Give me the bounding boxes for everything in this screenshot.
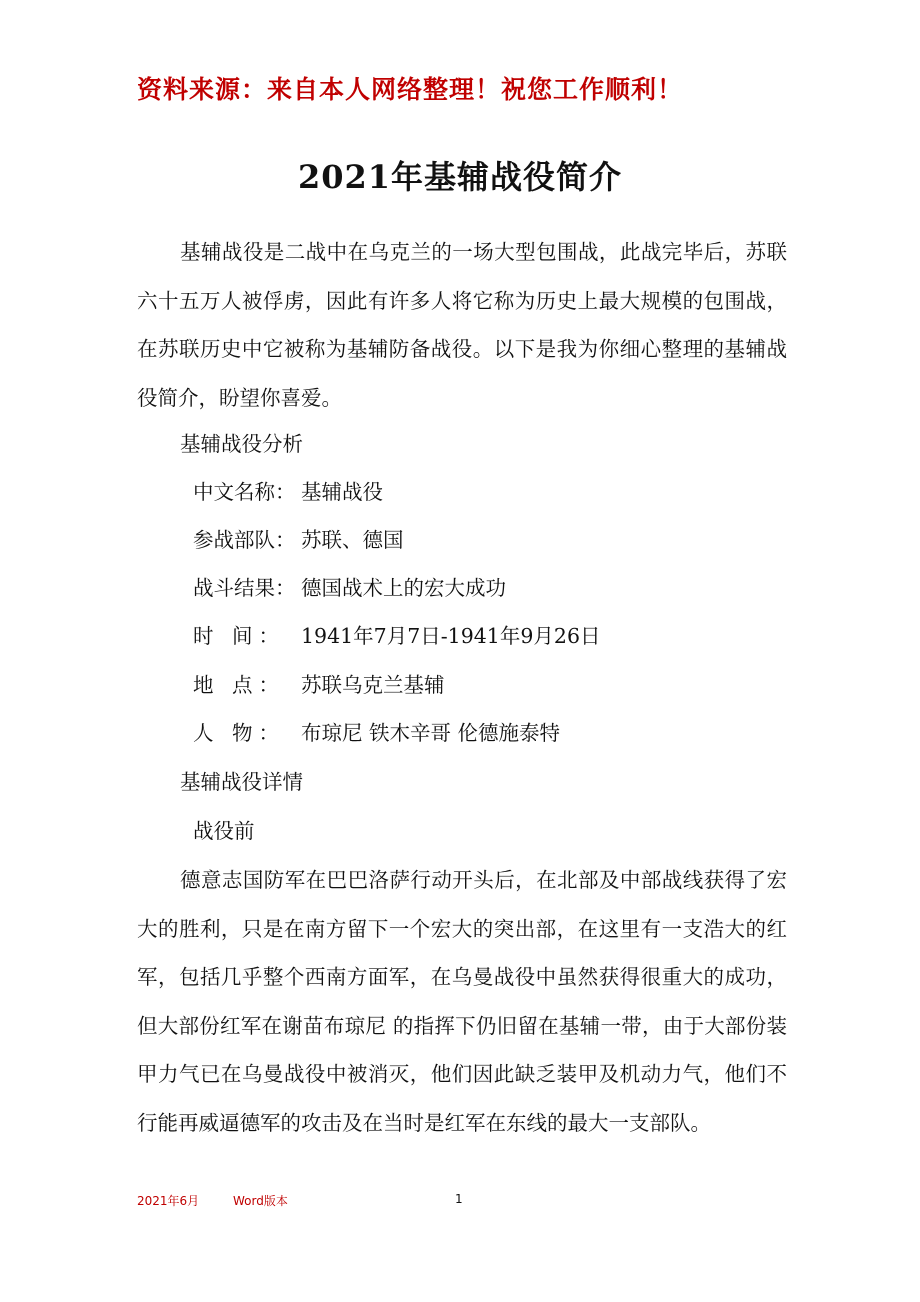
- footer-page-number: 1: [455, 1192, 463, 1206]
- footer-version: Word版本: [233, 1194, 288, 1208]
- info-row-result: [193, 564, 506, 613]
- info-row-location: [193, 661, 445, 710]
- info-value: 布琼尼 铁木辛哥 伦德施泰特: [301, 721, 561, 745]
- info-row-people: [193, 709, 560, 758]
- info-value: 苏联、德国: [301, 528, 404, 552]
- info-label-char: 物：: [232, 721, 280, 745]
- info-value: 1941年7月7日-1941年9月26日: [301, 624, 601, 648]
- info-label: [193, 709, 279, 758]
- info-value: 德国战术上的宏大成功: [301, 576, 506, 600]
- info-label-char: 地: [193, 673, 220, 697]
- info-label: 战斗结果：: [193, 576, 296, 600]
- info-value: 基辅战役: [301, 480, 383, 504]
- section-heading-details: 基辅战役详情: [180, 770, 303, 794]
- info-label-char: 时: [193, 624, 220, 648]
- source-note-banner: 资料来源：来自本人网络整理！祝您工作顺利！: [137, 75, 684, 104]
- info-label-char: 点：: [232, 673, 280, 697]
- intro-paragraph: 基辅战役是二战中在乌克兰的一场大型包围战，此战完毕后，苏联六十五万人被俘虏，因此有许多人将它称为历史上最大规模的包围战，在苏联历史中它被称为基辅防备战役。以下是我为你细心整理的基辅战役简介，盼望你喜爱。: [137, 240, 787, 410]
- section-heading-analysis: 基辅战役分析: [180, 432, 303, 456]
- info-label: 参战部队：: [193, 528, 296, 552]
- info-value: 苏联乌克兰基辅: [301, 673, 445, 697]
- footer-date: 2021年6月: [137, 1194, 200, 1208]
- info-label: 中文名称：: [193, 480, 296, 504]
- body-paragraph-before: 德意志国防军在巴巴洛萨行动开头后，在北部及中部战线获得了宏大的胜利，只是在南方留下一个宏大的突出部，在这里有一支浩大的红军，包括几乎整个西南方面军，在乌曼战役中虽然获得很重大的成功，但大部份红军在谢苗布琼尼 的指挥下仍旧留在基辅一带，由于大部份装甲力气已在乌曼战役中被消灭，他们因此缺乏装甲及机动力气，他们不行能再威逼德军的攻击及在当时是红军在东线的最大一支部队。: [137, 868, 787, 1135]
- info-row-chinese-name: [193, 468, 383, 517]
- info-row-time: [193, 612, 600, 661]
- document-title: 2021年基辅战役简介: [297, 158, 623, 196]
- info-label: [193, 661, 279, 710]
- subsection-heading-before: 战役前: [193, 819, 255, 843]
- info-row-participants: [193, 516, 404, 565]
- info-label-char: 间：: [232, 624, 280, 648]
- info-label-char: 人: [193, 721, 220, 745]
- info-label: [193, 612, 279, 661]
